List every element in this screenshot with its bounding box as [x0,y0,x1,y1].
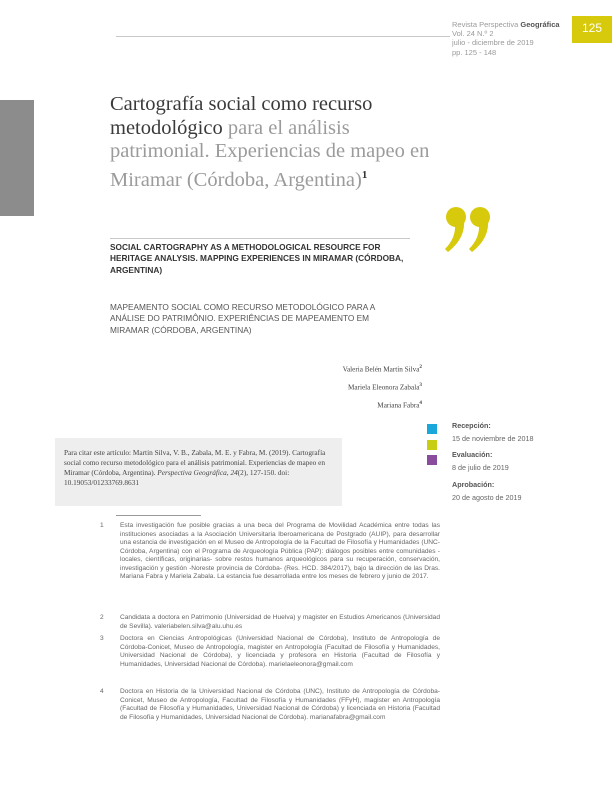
author-2 [348,382,422,391]
page-number: 125 [572,16,612,43]
received-color-square [427,424,437,434]
author-1 [343,364,422,373]
author-3-name: Mariana Fabra [377,401,420,410]
citation-journal: Perspectiva Geográfica [157,468,227,477]
journal-name-light: Revista Perspectiva [452,20,521,29]
citation-doi: (2), 127-150. doi: 10.19053/01233769.8631 [64,468,290,487]
evaluated-color-square [427,440,437,450]
approved-date: 20 de agosto de 2019 [452,493,522,502]
title-rule [110,238,410,239]
journal-volume: Vol. 24 N.º 2 [452,29,494,39]
evaluated-date: 8 de julio de 2019 [452,463,509,472]
author-3-mark: 4 [419,400,422,406]
author-1-mark: 2 [419,364,422,370]
article-title-es [110,93,440,192]
author-2-name: Mariela Eleonora Zabala [347,383,420,392]
footnote-1-number: 1 [100,522,104,529]
approved-label: Aprobación: [452,480,495,489]
side-bar-decoration [0,100,34,216]
received-date: 15 de noviembre de 2018 [452,434,534,443]
footnote-2-number: 2 [100,614,104,621]
received-label: Recepción: [452,421,491,430]
title-light-part: para el análisis patrimonial. Experiencias de mapeo en Miramar (Córdoba, Argentina) [110,116,430,191]
footnote-3-number: 3 [100,635,104,642]
title-footnote-mark: 1 [361,168,368,181]
journal-name-bold: Geográfica [520,20,560,29]
article-title-en: SOCIAL CARTOGRAPHY AS A METHODOLOGICAL RESOURCE FOR HERITAGE ANALYSIS. MAPPING EXPERIENCES IN MIRAMAR (CÓRDOBA, ARGENTINA) [110,242,404,275]
quote-mark-icon [442,202,502,262]
author-3 [377,400,422,409]
footnote-rule [116,515,201,516]
journal-pages: pp. 125 - 148 [452,47,497,57]
footnote-4-text: Doctora en Historia de la Universidad Nacional de Córdoba (UNC), Instituto de Antropología de Córdoba-Conicet, Museo de Antropología, Facultad de Filosofía y Humanidades (FFyH), magister en Antropología (Facultad de Filosofía y Humanidades, Universidad Nacional de Córdoba) y licenciada en Historia (Facultad de Filosofía y Humanidades, Universidad Nacional de Córdoba). marianafabra@gmail.com [120,688,440,721]
approved-color-square [427,455,437,465]
title-dark-part: Cartografía social como recurso metodológico [110,93,373,139]
journal-period: julio - diciembre de 2019 [452,38,534,48]
author-1-name: Valeria Belén Martín Silva [342,365,420,374]
journal-name [452,20,572,29]
footnote-1-text: Esta investigación fue posible gracias a una beca del Programa de Movilidad Académica entre todas las instituciones asociadas a la Asociación Universitaria Iberoamericana de Postgrado (AUIP), para desarrollar una estancia de investigación en el Museo de Antropología de la Facultad de Filosofía y Humanidades (UNC-Córdoba, Argentina) con el Programa de Arqueología Pública (PAP): diálogos posibles entre comunidades -locales, científicas, originarias- sobre restos humanos arqueológicos para su recuperación, conservación, investigación y gestión -Noreste provincia de Córdoba- (Res. HCD. 384/2017), bajo la dirección de las Dras. Mariana Fabra y Mariela Zabala. La estancia fue desarrollada entre los meses de febrero y junio de 2017. [120,522,440,580]
article-title-pt: MAPEAMENTO SOCIAL COMO RECURSO METODOLÓGICO PARA A ANÁLISE DO PATRIMÔNIO. EXPERIÊNCIAS DE MAPEAMENTO EM MIRAMAR (CÓRDOBA, ARGENTINA) [110,302,375,335]
citation-text [64,448,336,488]
footnote-2-text: Candidata a doctora en Patrimonio (Universidad de Huelva) y magister en Estudios Americanos (Universidad de Sevilla). valeriabelen.silva@alu.uhu.es [120,614,440,630]
citation-volume: 24 [230,468,238,477]
citation-body: Para citar este artículo: Martin Silva, V. B., Zabala, M. E. y Fabra, M. (2019). Cartografía social como recurso metodológico para el análisis patrimonial. Experiencias de mapeo en Miramar (Córdoba, Argentina). [64,448,326,477]
footnote-3-text: Doctora en Ciencias Antropológicas (Universidad Nacional de Córdoba), Instituto de Antropología de Córdoba-Conicet, Museo de Antropología, magister en Antropología (Facultad de Filosofía y Humanidades, Universidad Nacional de Córdoba), y licenciada y profesora en Historia (Facultad de Filosofía y Humanidades, Universidad Nacional de Córdoba). marielaeleonora@gmail.com [120,635,440,668]
citation-comma: , [226,468,231,477]
evaluated-label: Evaluación: [452,450,493,459]
footnote-4-number: 4 [100,688,104,695]
header-rule [116,36,450,37]
author-2-mark: 3 [419,382,422,388]
journal-info [452,20,572,57]
